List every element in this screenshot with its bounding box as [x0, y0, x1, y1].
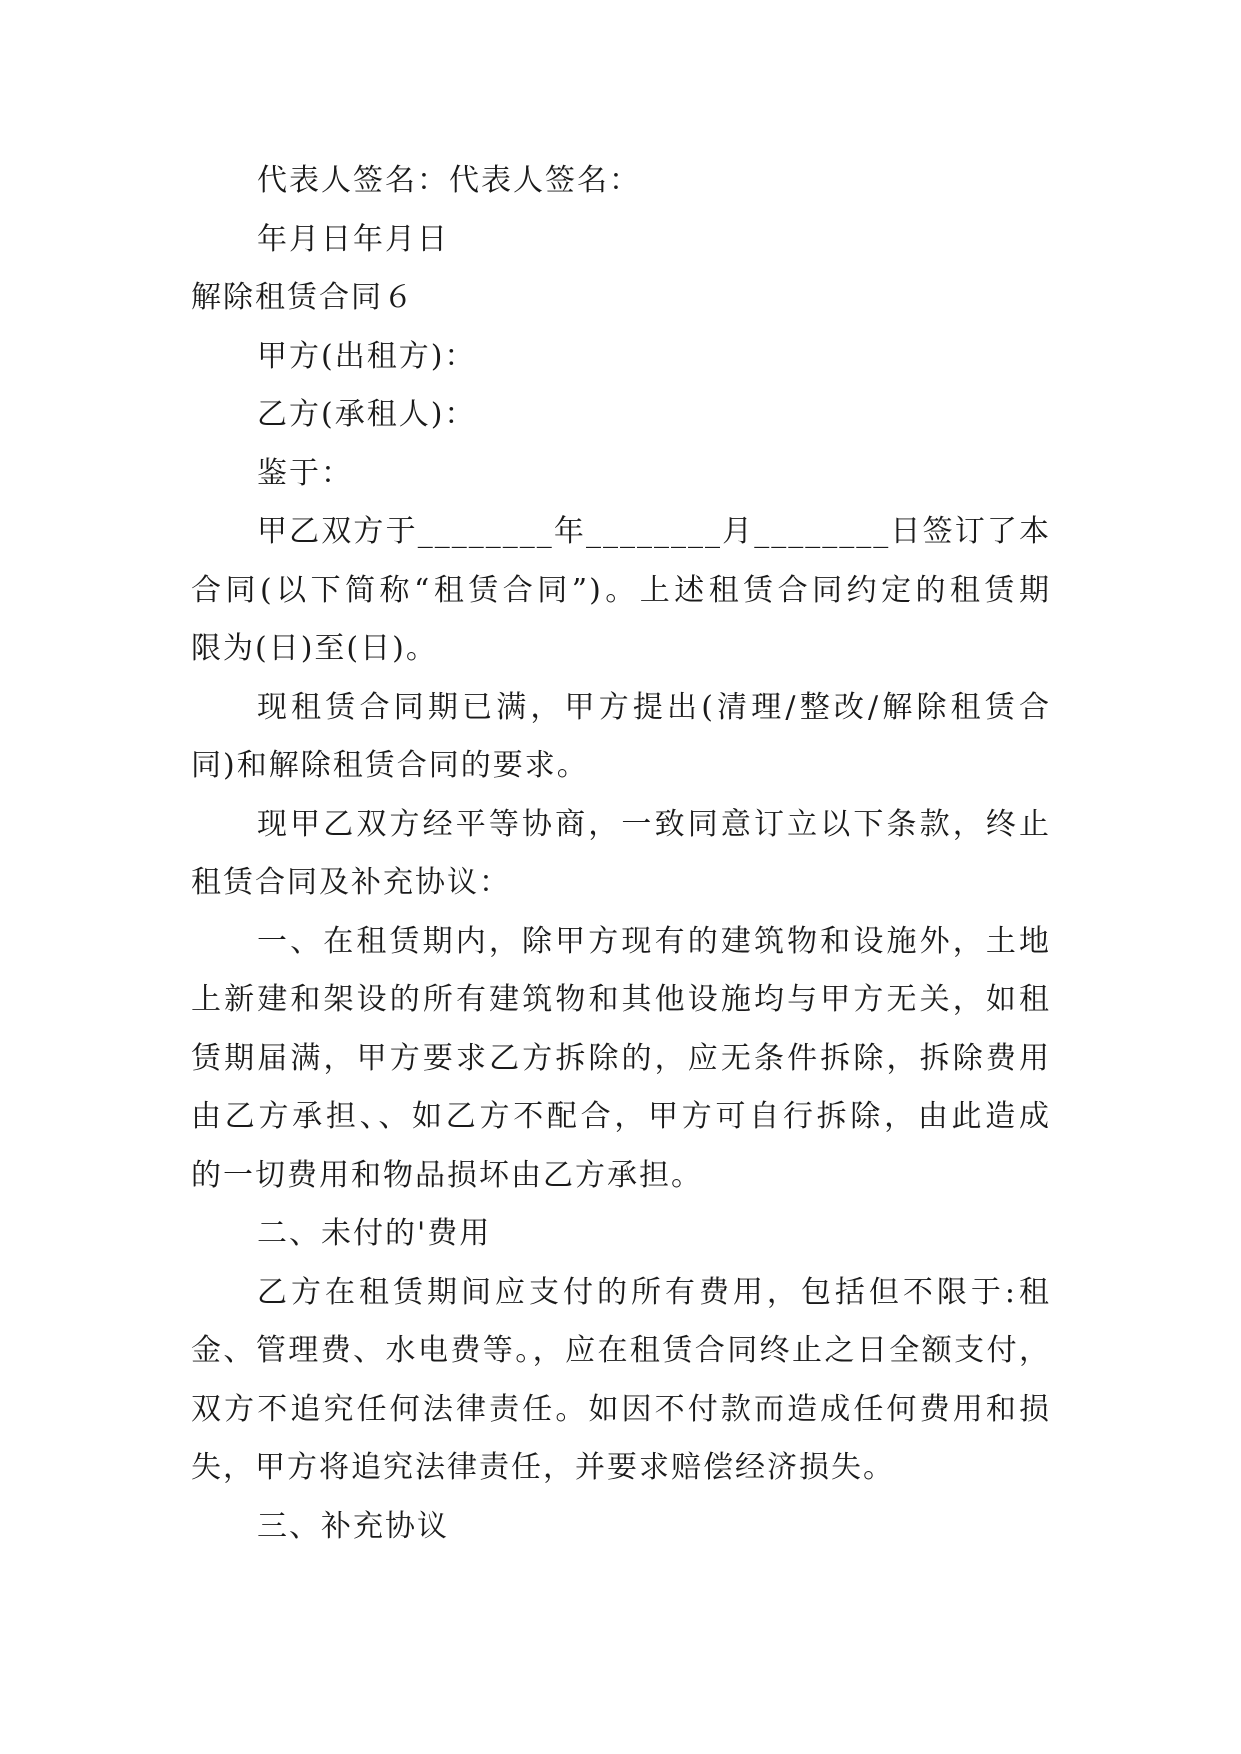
- text-line: 合同(以下简称“租赁合同”)。上述租赁合同约定的租赁期: [191, 572, 1051, 608]
- text-line: 三、补充协议: [257, 1508, 449, 1544]
- text-line: 上新建和架设的所有建筑物和其他设施均与甲方无关，如租: [191, 982, 1051, 1017]
- text-line: 甲方(出租方)：: [257, 338, 477, 374]
- text-line: 现租赁合同期已满，甲方提出(清理/整改/解除租赁合: [257, 689, 1051, 725]
- text-line: 失，甲方将追究法律责任，并要求赔偿经济损失。: [191, 1450, 895, 1485]
- text-line: 一、在租赁期内，除甲方现有的建筑物和设施外，土地: [257, 923, 1051, 959]
- text-line: 年月日年月日: [257, 221, 449, 257]
- text-line: 金、管理费、水电费等。，应在租赁合同终止之日全额支付，: [191, 1333, 1051, 1368]
- text-line: 甲乙双方于________年________月________日签订了本: [257, 514, 1051, 549]
- text-line: 解除租赁合同６: [191, 280, 415, 315]
- text-line: 限为(日)至(日)。: [191, 631, 438, 666]
- text-line: 乙方在租赁期间应支付的所有费用，包括但不限于:租: [257, 1274, 1051, 1310]
- text-line: 乙方(承租人)：: [257, 397, 477, 432]
- text-line: 租赁合同及补充协议：: [191, 865, 511, 900]
- text-line: 的一切费用和物品损坏由乙方承担。: [191, 1157, 703, 1193]
- text-line: 同)和解除租赁合同的要求。: [191, 748, 589, 783]
- text-line: 赁期届满，甲方要求乙方拆除的，应无条件拆除，拆除费用: [191, 1040, 1051, 1076]
- text-line: 由乙方承担、、如乙方不配合，甲方可自行拆除，由此造成: [191, 1099, 1051, 1134]
- text-line: 现甲乙双方经平等协商，一致同意订立以下条款，终止: [257, 806, 1051, 842]
- text-line: 二、未付的'费用: [257, 1216, 492, 1251]
- text-line: 双方不追究任何法律责任。如因不付款而造成任何费用和损: [191, 1391, 1051, 1427]
- text-line: 鉴于：: [257, 455, 353, 491]
- text-line: 代表人签名：代表人签名：: [257, 163, 641, 198]
- document-body: [191, 152, 1051, 1556]
